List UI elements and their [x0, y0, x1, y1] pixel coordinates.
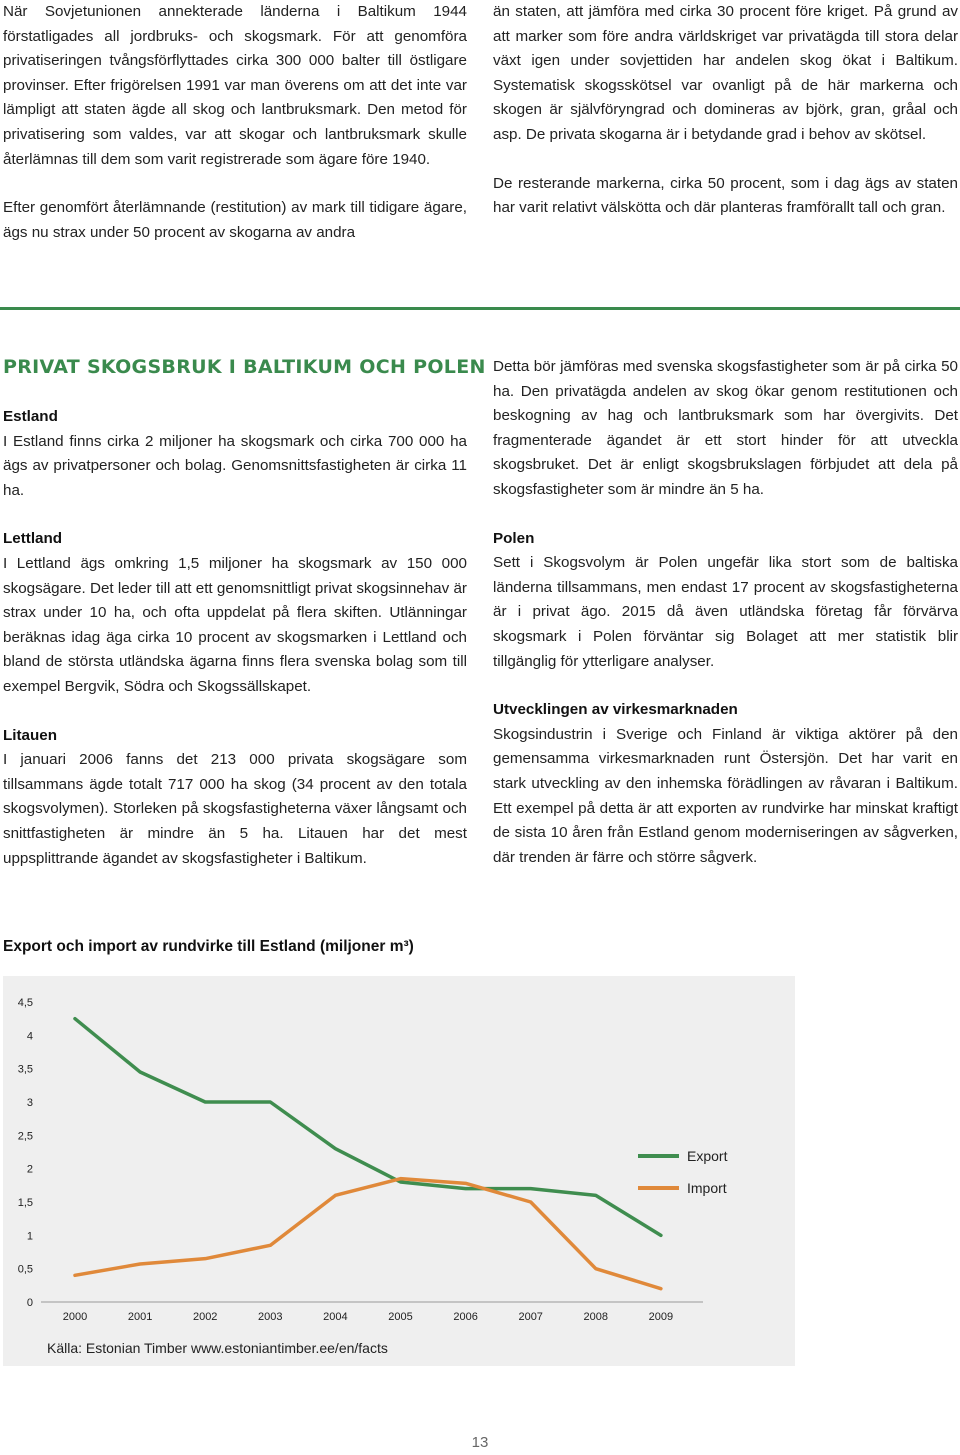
- y-tick-label: 2: [26, 1163, 33, 1176]
- y-tick-label: 3,5: [17, 1063, 33, 1076]
- x-tick-label: 2008: [583, 1311, 609, 1323]
- paragraph: När Sovjetunionen annekterade länderna i Baltikum 1944 förstatligades all jordbruks- och skogsmark. För att genomföra privatiseringen tvångsförflyttades cirka 300 000 balter till östligare provinser. Efter frigörelsen 1991 var man överens om att det inte var lämpligt att staten ägde all skog och lantbruksmark. Den metod för privatisering som valdes, var att skogar och lantbruksmark skulle återlämnas till dem som varit registrerade som ägare före 1940.: [3, 3, 467, 168]
- x-tick-label: 2003: [258, 1311, 283, 1323]
- litauen-heading: Litauen: [3, 726, 58, 744]
- intro-block: [493, 355, 958, 503]
- y-tick-label: 1: [26, 1230, 33, 1243]
- y-tick-label: 4,5: [17, 997, 33, 1009]
- lettland-text: I Lettland ägs omkring 1,5 miljoner ha skogsmark av 150 000 skogsägare. Det leder till att ett genomsnittligt privat skogsinnehav är strax under 10 ha, och ofta uppdelat på flera skiften. Utlänningar beräknas idag äga cirka 10 procent av skogsmarken i Lettland och bland de största utländska ägarna finns flera svenska bolag som till exempel Bergvik, Södra och Skogssällskapet.: [3, 554, 467, 695]
- polen-block: [493, 527, 958, 675]
- litauen-text: I januari 2006 fanns det 213 000 privata skogsägare som tillsammans ägde totalt 717 000 ha skog (34 procent av den totala skogsvolymen). Storleken på skogsfastigheterna växer långsamt och snittfastigheten är mindre än 5 ha. Litauen har det mest uppsplittrande ägandet av skogsfastigheter i Baltikum.: [3, 751, 467, 867]
- virke-text: Skogsindustrin i Sverige och Finland är viktiga aktörer på den gemensamma virkesmarknaden runt Östersjön. Det har varit en stark utveckling av den inhemska förädlingen av råvaran i Baltikum. Ett exempel på detta är att exporten av rundvirke har minskat kraftigt de sista 10 åren från Estland genom moderniseringen av sågverken, där trenden är färre och större sågverk.: [493, 725, 958, 866]
- lettland-heading: Lettland: [3, 530, 63, 548]
- legend-label-export: Export: [687, 1148, 728, 1164]
- series-line-export: [75, 1019, 661, 1236]
- paragraph: Efter genomfört återlämnande (restitution) av mark till tidigare ägare, ägs nu strax under 50 procent av skogarna av andra: [3, 199, 467, 241]
- y-tick-label: 1,5: [17, 1197, 33, 1209]
- estland-text: I Estland finns cirka 2 miljoner ha skogsmark och cirka 700 000 ha ägs av privatpersoner och bolag. Genomsnittsfastigheten är cirka 11 ha.: [3, 432, 467, 499]
- x-tick-label: 2002: [192, 1311, 218, 1323]
- lettland-block: [3, 527, 467, 699]
- polen-heading: Polen: [493, 529, 535, 547]
- chart-panel: [3, 976, 795, 1366]
- line-chart: [3, 976, 795, 1366]
- y-tick-label: 0,5: [17, 1263, 33, 1276]
- chart-title: Export och import av rundvirke till Estland (miljoner m³): [3, 938, 414, 955]
- y-tick-label: 0: [26, 1297, 33, 1309]
- series-line-import: [75, 1179, 661, 1289]
- intro-column-left: [3, 0, 467, 245]
- virke-heading: Utvecklingen av virkesmarknaden: [493, 701, 738, 719]
- y-tick-label: 2,5: [17, 1130, 33, 1143]
- page-number: 13: [471, 1434, 489, 1451]
- section-divider: [0, 307, 960, 310]
- x-tick-label: 2001: [127, 1311, 153, 1323]
- x-tick-label: 2007: [518, 1311, 543, 1323]
- polen-text: Sett i Skogsvolym är Polen ungefär lika stort som de baltiska länderna tillsammans, men endast 17 procent av skogsfastigheterna är i privat ägo. 2015 då även utländska företag får förvärva skogsmark i Polen förväntar sig Bolaget att mer statistik blir tillgänglig för ytterligare analyser.: [493, 554, 958, 670]
- estland-block: [3, 405, 467, 503]
- x-tick-label: 2006: [453, 1311, 478, 1323]
- section-column-left: [3, 405, 467, 871]
- paragraph: De resterande markerna, cirka 50 procent, som i dag ägs av staten har varit relativt välskötta och där planteras framförallt tall och gran.: [493, 174, 958, 217]
- y-tick-label: 3: [26, 1097, 33, 1109]
- virke-block: [493, 698, 958, 870]
- y-tick-label: 4: [26, 1030, 33, 1043]
- legend-label-import: Import: [687, 1180, 727, 1196]
- x-tick-label: 2005: [388, 1311, 413, 1323]
- litauen-block: [3, 724, 467, 872]
- estland-heading: Estland: [3, 408, 58, 425]
- chart-source: Källa: Estonian Timber www.estoniantimber.ee/en/facts: [47, 1340, 388, 1356]
- x-tick-label: 2009: [648, 1311, 674, 1323]
- paragraph: än staten, att jämföra med cirka 30 procent före kriget. På grund av att marker som före andra världskriget var privatägda till stora delar växt igen under sovjettiden har andelen skog ökat i Baltikum. Systematisk skogsskötsel var ovanligt på de här markerna och skogen är självföryngrad och domineras av björk, gran, gråal och asp. De privata skogarna är i betydande grad i behov av skötsel.: [493, 3, 958, 143]
- intro-column-right: [493, 0, 958, 221]
- section-column-right: [493, 355, 958, 870]
- comparison-text: Detta bör jämföras med svenska skogsfastigheter som är på cirka 50 ha. Den privatägda andelen av skog ökar genom restitutionen och beskogning av hag och lantbruksmark som har övergivits. Det fragmenterade ägandet är ett stort hinder för att utveckla skogsbruket. Det är enligt skogsbrukslagen förbjudet att dela på skogsfastigheter som är mindre än 5 ha.: [493, 358, 958, 498]
- x-tick-label: 2004: [323, 1311, 348, 1323]
- section-title: PRIVAT SKOGSBRUK I BALTIKUM OCH POLEN: [3, 356, 486, 378]
- x-tick-label: 2000: [62, 1311, 88, 1323]
